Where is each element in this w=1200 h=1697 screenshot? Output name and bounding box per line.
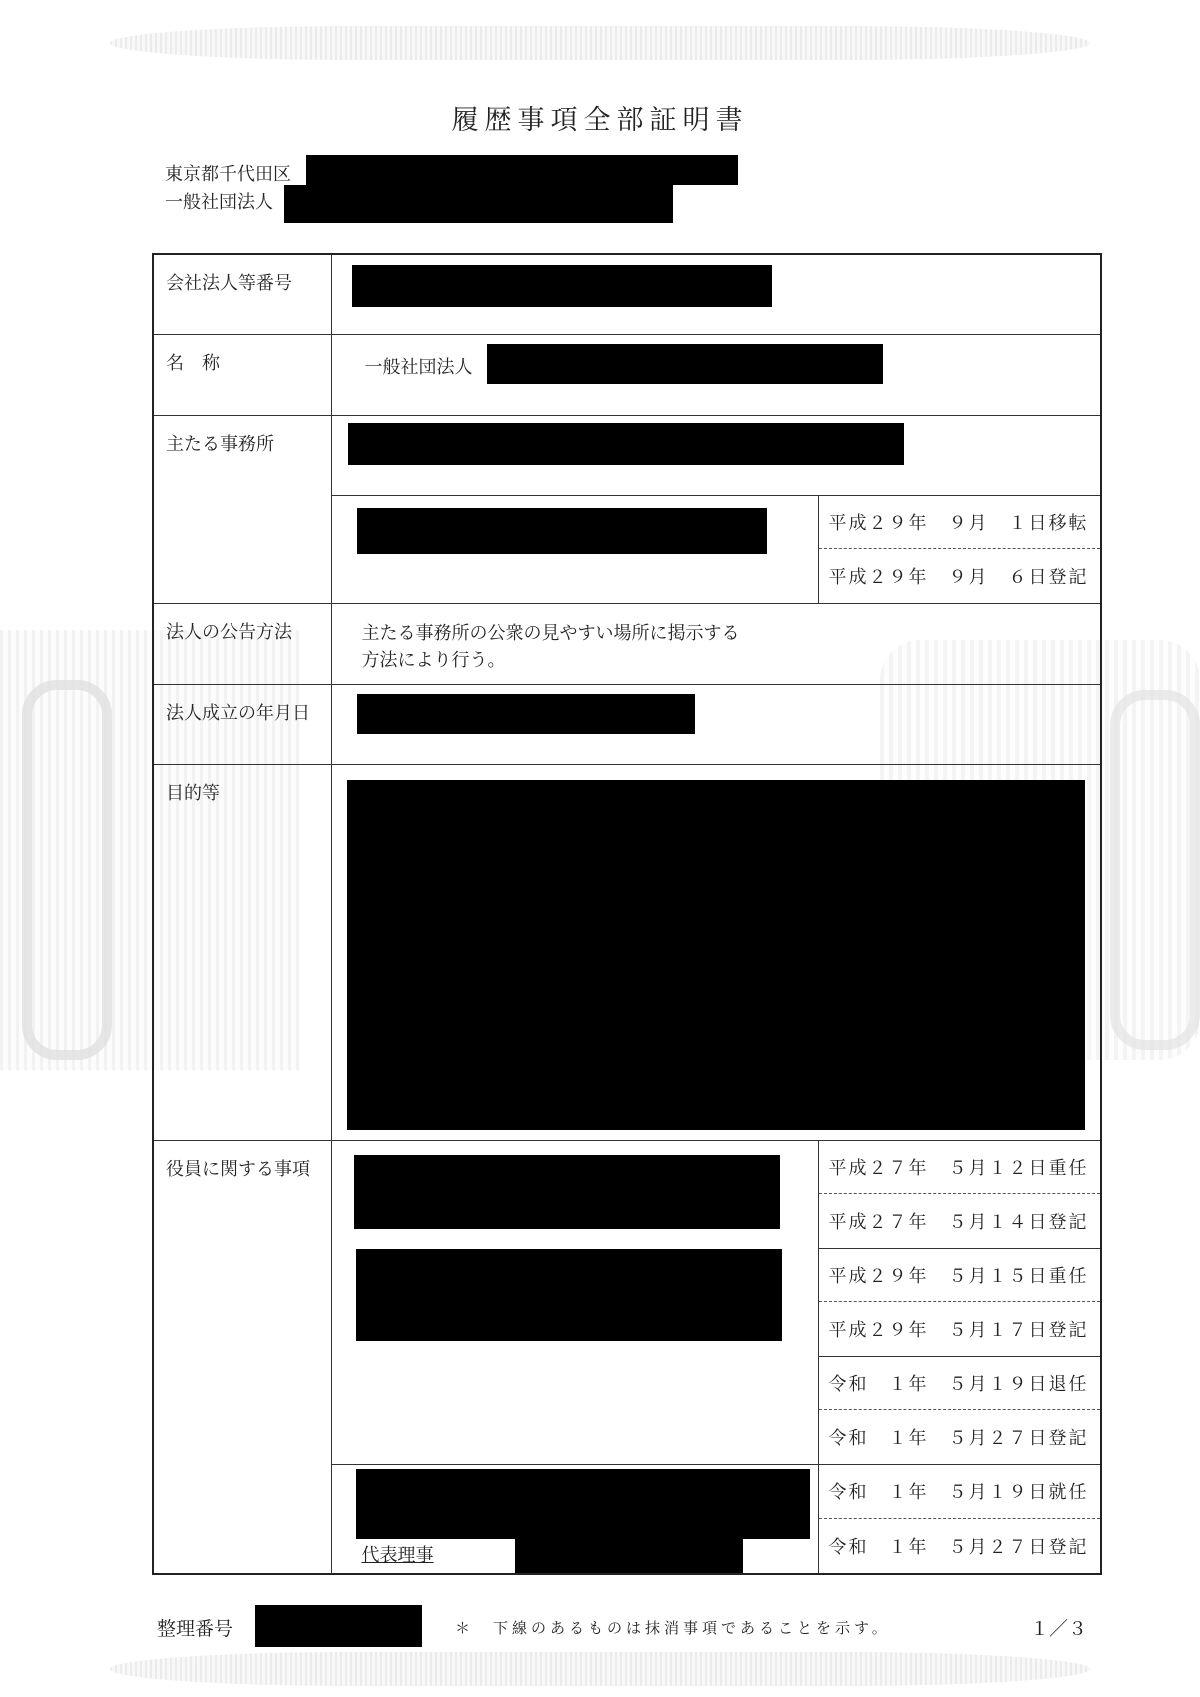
footer-page-number: １／３ — [1030, 1618, 1088, 1640]
redaction-corp-number — [352, 265, 772, 307]
value-name — [331, 334, 1101, 415]
officer-date-3a: 令和 １年 ５月１９日退任 — [819, 1357, 1101, 1411]
row-officers-1 — [153, 1140, 1101, 1248]
name-prefix: 一般社団法人 — [364, 356, 473, 378]
officer-date-2a: 平成２９年 ５月１５日重任 — [819, 1249, 1101, 1303]
row-name — [153, 334, 1101, 415]
notice-line-1: 主たる事務所の公衆の見やすい場所に掲示する — [361, 622, 740, 644]
document-title: 履歴事項全部証明書 — [451, 105, 749, 136]
value-officers-history — [331, 1140, 818, 1464]
watermark-seal-left — [22, 680, 112, 1060]
row-office-1 — [153, 415, 1101, 495]
redaction-representative — [515, 1537, 743, 1573]
label-officers: 役員に関する事項 — [153, 1140, 331, 1574]
row-notice — [153, 603, 1101, 684]
officer-date-1b: 平成２７年 ５月１４日登記 — [828, 1211, 1089, 1233]
row-corp-number — [153, 254, 1101, 334]
officer-dates-4 — [818, 1464, 1101, 1574]
redaction-corp-name — [284, 185, 673, 223]
value-notice — [331, 603, 1101, 684]
officer-date-1a: 平成２７年 ５月１２日重任 — [819, 1141, 1101, 1195]
redaction-officer-2 — [356, 1249, 782, 1341]
redaction-office-new — [357, 508, 767, 554]
security-band-top — [110, 26, 1090, 60]
officer-date-3b: 令和 １年 ５月２７日登記 — [828, 1427, 1089, 1449]
notice-line-2: 方法により行う。 — [361, 649, 506, 671]
watermark-seal-right — [1110, 690, 1200, 1050]
header-corp-type: 一般社団法人 — [165, 192, 273, 213]
registry-table — [152, 253, 1102, 1575]
redaction-purpose — [347, 780, 1085, 1130]
label-founded: 法人成立の年月日 — [153, 684, 331, 764]
redaction-officer-current — [356, 1469, 810, 1539]
officer-date-4b: 令和 １年 ５月２７日登記 — [828, 1536, 1089, 1558]
label-office: 主たる事務所 — [153, 415, 331, 603]
officer-dates-2 — [818, 1248, 1101, 1356]
representative-label: 代表理事 — [361, 1544, 434, 1566]
label-purpose: 目的等 — [153, 764, 331, 1140]
value-officer-current — [331, 1464, 818, 1574]
redaction-name — [487, 344, 883, 384]
header-address: 東京都千代田区 — [165, 164, 291, 185]
row-purpose — [153, 764, 1101, 1140]
redaction-ref-number — [255, 1605, 422, 1647]
footer-ref-label: 整理番号 — [157, 1618, 234, 1640]
footer-note: ＊ 下線のあるものは抹消事項であることを示す。 — [455, 1619, 891, 1637]
office-date-moved: 平成２９年 ９月 １日移転 — [819, 496, 1101, 550]
redaction-address — [306, 155, 738, 185]
officer-date-2b: 平成２９年 ５月１７日登記 — [828, 1319, 1089, 1341]
value-purpose — [331, 764, 1101, 1140]
redaction-founded — [357, 694, 695, 734]
label-notice: 法人の公告方法 — [153, 603, 331, 684]
value-founded — [331, 684, 1101, 764]
value-corp-number — [331, 254, 1101, 334]
label-corp-number: 会社法人等番号 — [153, 254, 331, 334]
security-band-bottom — [110, 1652, 1090, 1686]
row-founded — [153, 684, 1101, 764]
redaction-officer-1 — [354, 1155, 780, 1229]
officer-dates-1 — [818, 1140, 1101, 1248]
office-date-cell — [818, 495, 1101, 603]
officer-dates-3 — [818, 1356, 1101, 1464]
office-date-registered: 平成２９年 ９月 ６日登記 — [828, 566, 1089, 588]
value-office-old — [331, 415, 1101, 495]
officer-date-4a: 令和 １年 ５月１９日就任 — [819, 1465, 1101, 1519]
redaction-office-old — [348, 423, 904, 465]
label-name: 名 称 — [153, 334, 331, 415]
value-office-new — [331, 495, 818, 603]
